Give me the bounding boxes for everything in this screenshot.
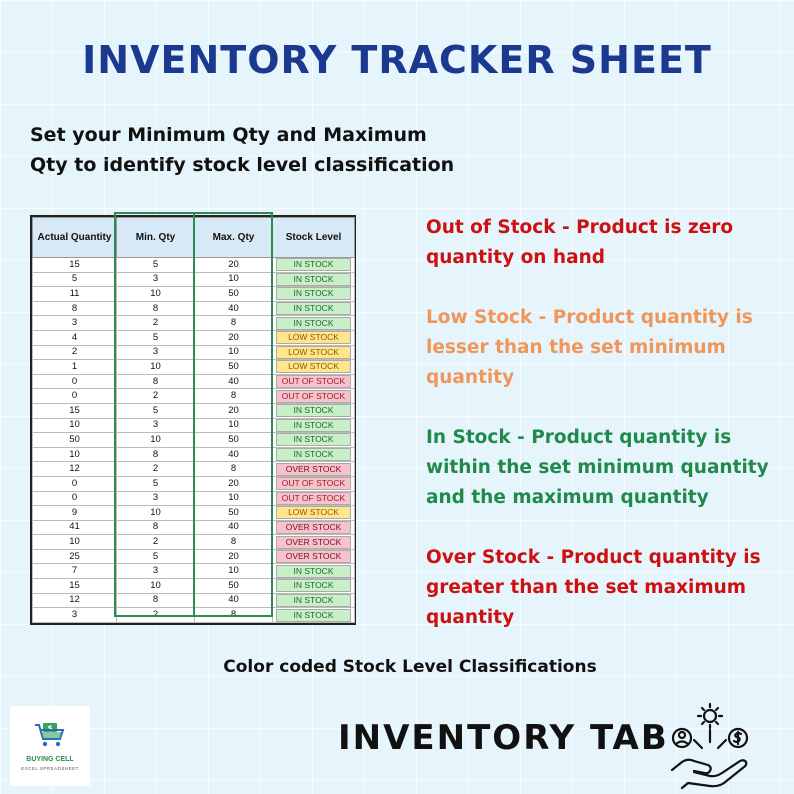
cell-actual-quantity: 9 [33, 506, 117, 521]
header-actual-quantity: Actual Quantity [33, 218, 117, 258]
cell-min-qty: 5 [117, 403, 195, 418]
cell-max-qty: 10 [195, 564, 273, 579]
cell-min-qty: 2 [117, 316, 195, 331]
stock-level-badge: OUT OF STOCK [276, 390, 351, 403]
cell-stock-level [273, 506, 355, 521]
inventory-tab-title: INVENTORY TAB [338, 718, 669, 758]
cell-actual-quantity: 12 [33, 593, 117, 608]
cell-stock-level [273, 447, 355, 462]
cell-actual-quantity: 3 [33, 316, 117, 331]
cell-min-qty: 2 [117, 389, 195, 404]
cell-actual-quantity: 0 [33, 389, 117, 404]
logo-sub: EXCEL SPREADSHEET [21, 766, 79, 771]
header-min-qty: Min. Qty [117, 218, 195, 258]
cell-min-qty: 2 [117, 462, 195, 477]
cell-max-qty: 8 [195, 535, 273, 550]
cell-actual-quantity: 7 [33, 564, 117, 579]
stock-level-badge: IN STOCK [276, 273, 351, 286]
cell-stock-level [273, 389, 355, 404]
cell-max-qty: 50 [195, 360, 273, 375]
definition-1: Low Stock - Product quantity is lesser than the set minimum quantity [426, 307, 753, 388]
cell-actual-quantity: 15 [33, 403, 117, 418]
cell-actual-quantity: 1 [33, 360, 117, 375]
cell-max-qty: 40 [195, 301, 273, 316]
cell-stock-level [273, 433, 355, 448]
cell-stock-level [273, 476, 355, 491]
stock-level-badge: IN STOCK [276, 579, 351, 592]
cell-min-qty: 10 [117, 287, 195, 302]
cell-stock-level [273, 579, 355, 594]
page-title: INVENTORY TRACKER SHEET [82, 38, 712, 82]
cell-actual-quantity: 50 [33, 433, 117, 448]
subtitle-line-1: Set your Minimum Qty and Maximum [30, 124, 427, 146]
cell-max-qty: 20 [195, 403, 273, 418]
stock-level-badge: OUT OF STOCK [276, 477, 351, 490]
cell-max-qty: 20 [195, 330, 273, 345]
cell-actual-quantity: 10 [33, 447, 117, 462]
cell-actual-quantity: 10 [33, 535, 117, 550]
cell-actual-quantity: 3 [33, 608, 117, 623]
stock-level-badge: OUT OF STOCK [276, 492, 351, 505]
cell-max-qty: 8 [195, 389, 273, 404]
cell-min-qty: 5 [117, 476, 195, 491]
stock-level-badge: OUT OF STOCK [276, 375, 351, 388]
cell-stock-level [273, 593, 355, 608]
cell-min-qty: 8 [117, 374, 195, 389]
stock-level-badge: OVER STOCK [276, 463, 351, 476]
cell-stock-level [273, 360, 355, 375]
cell-stock-level [273, 549, 355, 564]
stock-level-badge: IN STOCK [276, 404, 351, 417]
cell-max-qty: 50 [195, 579, 273, 594]
cell-min-qty: 5 [117, 549, 195, 564]
cell-max-qty: 8 [195, 316, 273, 331]
header-stock-level: Stock Level [273, 218, 355, 258]
cell-stock-level [273, 608, 355, 623]
header-max-qty: Max. Qty [195, 218, 273, 258]
cell-min-qty: 5 [117, 258, 195, 273]
stock-level-badge: IN STOCK [276, 609, 351, 622]
cell-actual-quantity: 5 [33, 272, 117, 287]
cell-min-qty: 3 [117, 491, 195, 506]
definition-0: Out of Stock - Product is zero quantity on hand [426, 217, 734, 268]
stock-level-badge: OVER STOCK [276, 550, 351, 563]
cell-max-qty: 8 [195, 608, 273, 623]
stock-level-badge: OVER STOCK [276, 521, 351, 534]
hand-gear-money-icon [664, 700, 756, 790]
cell-max-qty: 50 [195, 287, 273, 302]
cell-min-qty: 10 [117, 579, 195, 594]
cell-actual-quantity: 11 [33, 287, 117, 302]
stock-level-badge: IN STOCK [276, 258, 351, 271]
cell-max-qty: 20 [195, 476, 273, 491]
definition-3: Over Stock - Product quantity is greater than the set maximum quantity [426, 547, 761, 628]
min-max-highlight-divider [193, 212, 195, 617]
cell-stock-level [273, 272, 355, 287]
cell-min-qty: 8 [117, 520, 195, 535]
cell-actual-quantity: 10 [33, 418, 117, 433]
cell-min-qty: 10 [117, 506, 195, 521]
cell-stock-level [273, 258, 355, 273]
definition-2: In Stock - Product quantity is within the set minimum quantity and the maximum quantity [426, 427, 769, 508]
cell-actual-quantity: 12 [33, 462, 117, 477]
cell-actual-quantity: 4 [33, 330, 117, 345]
cell-min-qty: 2 [117, 535, 195, 550]
subtitle-line-2: Qty to identify stock level classification [30, 154, 455, 176]
cell-actual-quantity: 41 [33, 520, 117, 535]
svg-text:$: $ [47, 724, 53, 733]
cell-actual-quantity: 15 [33, 258, 117, 273]
cell-max-qty: 40 [195, 520, 273, 535]
stock-level-badge: IN STOCK [276, 433, 351, 446]
stock-level-badge: IN STOCK [276, 302, 351, 315]
stock-level-badge: IN STOCK [276, 448, 351, 461]
stock-level-badge: IN STOCK [276, 419, 351, 432]
cell-stock-level [273, 345, 355, 360]
cell-max-qty: 40 [195, 447, 273, 462]
cell-min-qty: 3 [117, 564, 195, 579]
cell-stock-level [273, 520, 355, 535]
cell-actual-quantity: 15 [33, 579, 117, 594]
shopping-cart-icon [34, 722, 66, 748]
stock-level-badge: IN STOCK [276, 317, 351, 330]
cell-max-qty: 20 [195, 549, 273, 564]
cell-actual-quantity: 8 [33, 301, 117, 316]
cell-max-qty: 10 [195, 345, 273, 360]
cell-max-qty: 50 [195, 506, 273, 521]
stock-level-definitions [426, 213, 771, 663]
cell-max-qty: 10 [195, 491, 273, 506]
cell-stock-level [273, 491, 355, 506]
cell-stock-level [273, 287, 355, 302]
subtitle [30, 120, 470, 180]
cell-min-qty: 10 [117, 360, 195, 375]
cell-min-qty: 10 [117, 433, 195, 448]
cell-actual-quantity: 0 [33, 476, 117, 491]
stock-level-badge: LOW STOCK [276, 346, 351, 359]
cell-min-qty: 2 [117, 608, 195, 623]
stock-level-badge: OVER STOCK [276, 536, 351, 549]
cell-actual-quantity: 25 [33, 549, 117, 564]
stock-level-badge: LOW STOCK [276, 360, 351, 373]
buying-cell-logo [10, 706, 90, 786]
cell-max-qty: 20 [195, 258, 273, 273]
cell-max-qty: 40 [195, 374, 273, 389]
cell-min-qty: 3 [117, 272, 195, 287]
cell-actual-quantity: 2 [33, 345, 117, 360]
cell-min-qty: 8 [117, 301, 195, 316]
cell-min-qty: 3 [117, 345, 195, 360]
cell-min-qty: 5 [117, 330, 195, 345]
cell-max-qty: 8 [195, 462, 273, 477]
cell-min-qty: 8 [117, 593, 195, 608]
cell-max-qty: 10 [195, 272, 273, 287]
stock-level-badge: IN STOCK [276, 287, 351, 300]
cell-stock-level [273, 403, 355, 418]
stock-level-badge: LOW STOCK [276, 331, 351, 344]
cell-stock-level [273, 462, 355, 477]
cell-max-qty: 10 [195, 418, 273, 433]
cell-actual-quantity: 0 [33, 374, 117, 389]
cell-stock-level [273, 535, 355, 550]
cell-stock-level [273, 301, 355, 316]
logo-brand: BUYING CELL [26, 756, 74, 763]
stock-level-badge: IN STOCK [276, 565, 351, 578]
cell-max-qty: 40 [195, 593, 273, 608]
caption: Color coded Stock Level Classifications [223, 657, 597, 677]
cell-stock-level [273, 564, 355, 579]
cell-max-qty: 50 [195, 433, 273, 448]
cell-stock-level [273, 330, 355, 345]
cell-stock-level [273, 374, 355, 389]
stock-level-badge: LOW STOCK [276, 506, 351, 519]
cell-actual-quantity: 0 [33, 491, 117, 506]
stock-level-badge: IN STOCK [276, 594, 351, 607]
cell-stock-level [273, 316, 355, 331]
cell-stock-level [273, 418, 355, 433]
cell-min-qty: 3 [117, 418, 195, 433]
cell-min-qty: 8 [117, 447, 195, 462]
